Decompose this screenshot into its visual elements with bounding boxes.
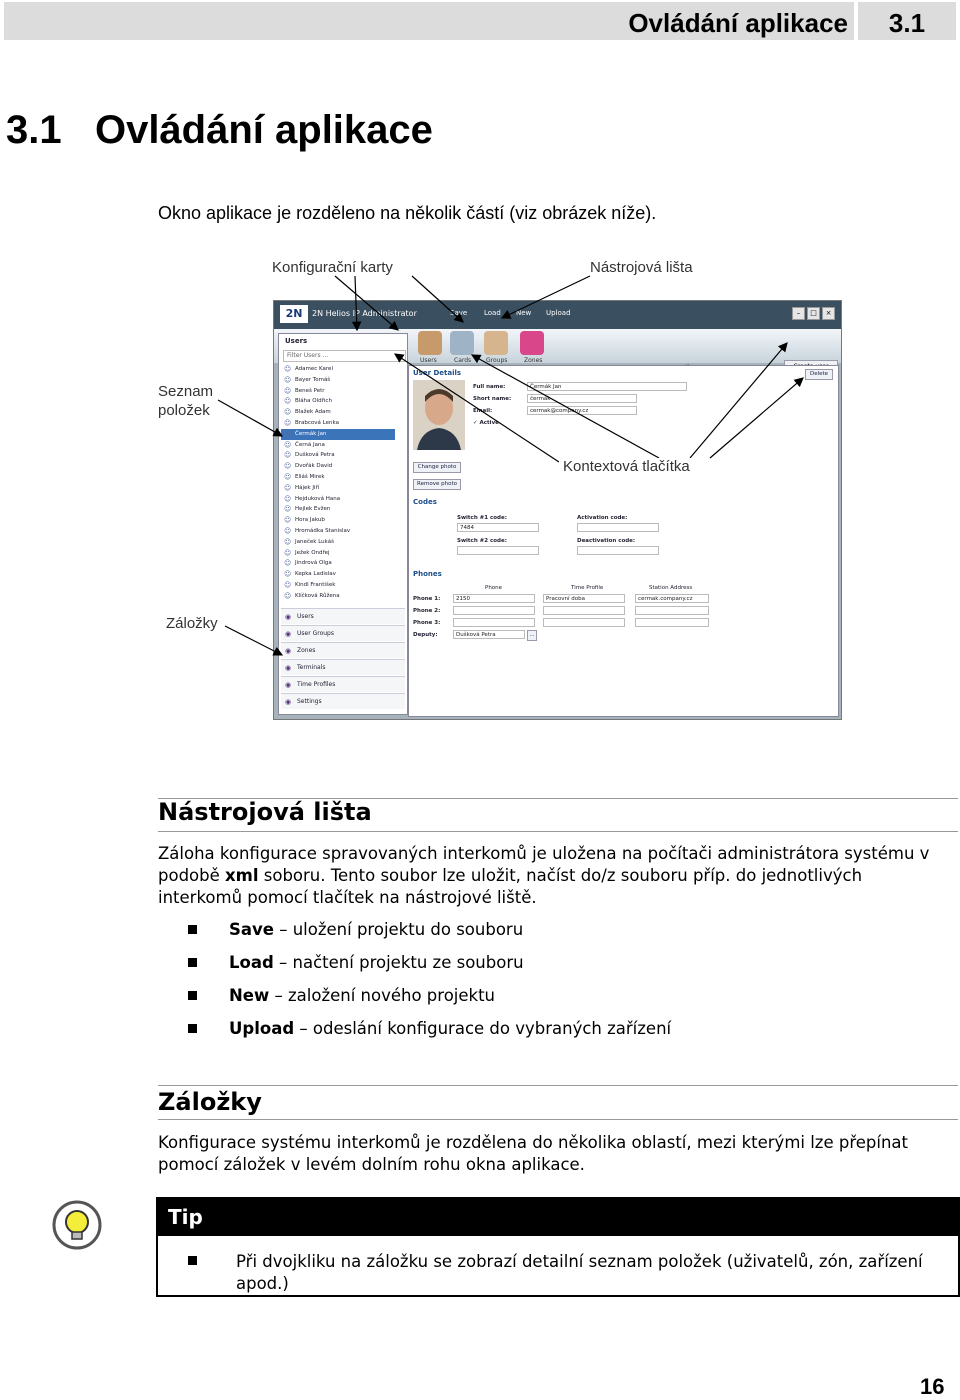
bullet-new — [188, 986, 495, 1005]
switch1-label: Switch #1 code: — [457, 515, 507, 521]
email-field[interactable]: cermak@company.cz — [527, 406, 637, 415]
activation-label: Activation code: — [577, 515, 628, 521]
nav-tab-zones[interactable]: ◉ Zones — [281, 642, 405, 658]
callout-toolbar: Nástrojová lišta — [590, 259, 693, 276]
callout-context-buttons: Kontextová tlačítka — [559, 458, 694, 475]
tip-text: Při dvojkliku na záložku se zobrazí detailní seznam položek (uživatelů, zón, zařízení apod.) — [236, 1252, 923, 1293]
tabs-section-paragraph: Konfigurace systému interkomů je rozdělena do několika oblastí, mezi kterými lze přepínat pomocí záložek v levém dolním rohu okna aplikace. — [158, 1133, 909, 1174]
bullet-term: Upload — [229, 1019, 295, 1038]
config-tab-groups[interactable]: Groups — [486, 357, 508, 364]
bullet-save — [188, 920, 523, 939]
tip-heading: Tip — [158, 1199, 958, 1236]
nav-tab-users[interactable]: ◉ Users — [281, 608, 405, 624]
bullet-load — [188, 953, 524, 972]
config-tab-zones[interactable]: Zones — [524, 357, 543, 364]
phones-heading: Phones — [413, 570, 442, 578]
phone1-field[interactable]: 2150 — [453, 594, 535, 603]
phone3-label: Phone 3: — [413, 620, 441, 626]
toolbar-section-heading: Nástrojová lišta — [158, 798, 372, 826]
intro-paragraph: Okno aplikace je rozděleno na několik částí (viz obrázek níže). — [158, 203, 657, 223]
user-list-item[interactable]: ☺ Kepka Ladislav — [281, 569, 395, 580]
chapter-number: 3.1 — [6, 108, 62, 152]
lightbulb-icon — [52, 1200, 102, 1250]
user-list-item[interactable]: ☺ Hromádka Stanislav — [281, 526, 395, 537]
bullet-upload — [188, 1019, 671, 1038]
close-icon[interactable]: × — [822, 307, 835, 320]
chapter-title-text: Ovládání aplikace — [94, 108, 433, 152]
email-label: Email: — [473, 408, 493, 414]
bullet-desc: – uložení projektu do souboru — [279, 920, 524, 939]
remove-photo-button[interactable]: Remove photo — [413, 479, 461, 490]
user-list-item[interactable]: ☺ Janeček Lukáš — [281, 537, 395, 548]
full-name-field[interactable]: Čermák Jan — [527, 382, 687, 391]
arrow-context-4 — [690, 343, 787, 458]
bullet-square-icon — [188, 991, 197, 1000]
toolbar-new-button[interactable]: New — [516, 309, 532, 317]
arrow-toolbar — [502, 276, 590, 318]
user-list-item[interactable]: ☺ Hájek Jiří — [281, 483, 395, 494]
switch1-field[interactable]: 7484 — [457, 523, 539, 532]
bullet-term: Save — [229, 920, 274, 939]
user-list-item[interactable]: ☺ Adamec Karel — [281, 364, 395, 375]
phone1-label: Phone 1: — [413, 596, 441, 602]
phone1-profile-select[interactable]: Pracovní doba — [543, 594, 625, 603]
short-name-label: Short name: — [473, 396, 512, 402]
user-list-item[interactable]: ☺ Černá Jana — [281, 440, 395, 451]
bullet-square-icon — [188, 1256, 197, 1265]
user-list-item[interactable]: ☺ Hejduková Hana — [281, 494, 395, 505]
app-logo: 2N — [280, 305, 308, 323]
tip-bullet — [188, 1251, 948, 1295]
bullet-desc: – založení nového projektu — [274, 986, 496, 1005]
arrow-item-list — [218, 400, 282, 436]
user-list-item[interactable]: ☺ Čermák Jan — [281, 429, 395, 440]
running-header-section-number: 3.1 — [858, 2, 956, 40]
user-list-item[interactable]: ☺ Bayer Tomáš — [281, 375, 395, 386]
user-list-item[interactable]: ☺ Eliáš Mirek — [281, 472, 395, 483]
user-list-item[interactable]: ☺ Beneš Petr — [281, 386, 395, 397]
toolbar-para-bold: xml — [225, 866, 259, 885]
toolbar-load-button[interactable]: Load — [484, 309, 501, 317]
arrow-config-tabs-1 — [412, 276, 463, 322]
deputy-picker-button[interactable]: ... — [527, 630, 537, 641]
station-column-header: Station Address — [649, 585, 693, 591]
user-list-item[interactable]: ☺ Hora Jakub — [281, 515, 395, 526]
bullet-desc: – odeslání konfigurace do vybraných zařízení — [299, 1019, 672, 1038]
arrow-tabs — [225, 626, 282, 655]
toolbar-section-paragraph — [158, 843, 948, 909]
arrow-config-tabs-2 — [355, 276, 357, 330]
arrow-context-2 — [472, 355, 659, 458]
user-list-item[interactable]: ☺ Klíčková Růžena — [281, 591, 395, 602]
page-number: 16 — [920, 1374, 945, 1399]
running-header-title: Ovládání aplikace — [628, 8, 848, 38]
section-underline-tabs — [158, 1119, 958, 1120]
tip-box — [156, 1197, 960, 1297]
switch2-label: Switch #2 code: — [457, 538, 507, 544]
delete-button[interactable]: Delete — [805, 369, 833, 380]
user-list-item[interactable]: ☺ Brabcová Lenka — [281, 418, 395, 429]
user-list-item[interactable]: ☺ Dvořák David — [281, 461, 395, 472]
time-profile-column-header: Time Profile — [571, 585, 604, 591]
toolbar-para-part1: Záloha konfigurace spravovaných interkomů je uložena na počítači administrátora systému v podobě — [158, 844, 930, 885]
section-underline-toolbar — [158, 831, 958, 832]
active-label: Active — [479, 420, 499, 426]
deactivation-label: Deactivation code: — [577, 538, 636, 544]
config-tab-users[interactable]: Users — [420, 357, 437, 364]
nav-tab-time-profiles[interactable]: ◉ Time Profiles — [281, 676, 405, 692]
nav-tab-settings[interactable]: ◉ Settings — [281, 693, 405, 709]
config-tab-cards[interactable]: Cards — [454, 357, 472, 364]
user-list-item[interactable]: ☺ Kindl František — [281, 580, 395, 591]
tabs-section-heading: Záložky — [158, 1088, 262, 1116]
bullet-desc: – načtení projektu ze souboru — [279, 953, 524, 972]
toolbar-upload-button[interactable]: Upload — [546, 309, 571, 317]
short-name-field[interactable]: čermák — [527, 394, 637, 403]
bullet-square-icon — [188, 1024, 197, 1033]
toolbar-para-part2: soboru. Tento soubor lze uložit, načíst do/z souboru příp. do jednotlivých interkomů pomocí tlačítek na nástrojové liště. — [158, 866, 863, 907]
bullet-square-icon — [188, 958, 197, 967]
bullet-square-icon — [188, 925, 197, 934]
user-list-item[interactable]: ☺ Ježek Ondřej — [281, 548, 395, 559]
user-list-item[interactable]: ☺ Dušková Petra — [281, 450, 395, 461]
callout-config-tabs: Konfigurační karty — [272, 259, 393, 276]
deputy-label: Deputy: — [413, 632, 438, 638]
phone-column-header: Phone — [485, 585, 503, 591]
callout-item-list-line2: položek — [158, 402, 210, 419]
active-checkbox[interactable]: ✓ Active — [473, 420, 499, 426]
bullet-term: Load — [229, 953, 274, 972]
minimize-icon[interactable]: – — [792, 307, 805, 320]
user-list-item[interactable]: ☺ Bláha Oldřich — [281, 396, 395, 407]
callout-tabs: Záložky — [166, 615, 218, 632]
deputy-field[interactable]: Dušková Petra — [453, 630, 525, 639]
item-list-header: Users — [285, 337, 308, 345]
callout-item-list-line1: Seznam — [158, 383, 214, 400]
nav-tab-terminals[interactable]: ◉ Terminals — [281, 659, 405, 675]
user-details-heading: User Details — [413, 369, 462, 377]
arrow-context-1 — [395, 354, 559, 462]
phone1-station-field[interactable]: cermak.company.cz — [635, 594, 709, 603]
change-photo-button[interactable]: Change photo — [413, 462, 461, 473]
bullet-term: New — [229, 986, 270, 1005]
toolbar-save-button[interactable]: Save — [450, 309, 468, 317]
section-rule-tabs — [158, 1085, 958, 1086]
arrow-config-tabs-3 — [335, 276, 398, 330]
nav-tab-user-groups[interactable]: ◉ User Groups — [281, 625, 405, 641]
full-name-label: Full name: — [473, 384, 506, 390]
user-list-item[interactable]: ☺ Blažek Adam — [281, 407, 395, 418]
app-title: 2N Helios IP Administrator — [312, 309, 417, 318]
user-list-item[interactable]: ☺ Jindrová Olga — [281, 558, 395, 569]
filter-users-input[interactable]: Filter Users ... — [283, 350, 406, 362]
phone2-label: Phone 2: — [413, 608, 441, 614]
user-list-item[interactable]: ☺ Hejlek Evžen — [281, 504, 395, 515]
codes-heading: Codes — [413, 498, 437, 506]
maximize-icon[interactable]: □ — [807, 307, 820, 320]
